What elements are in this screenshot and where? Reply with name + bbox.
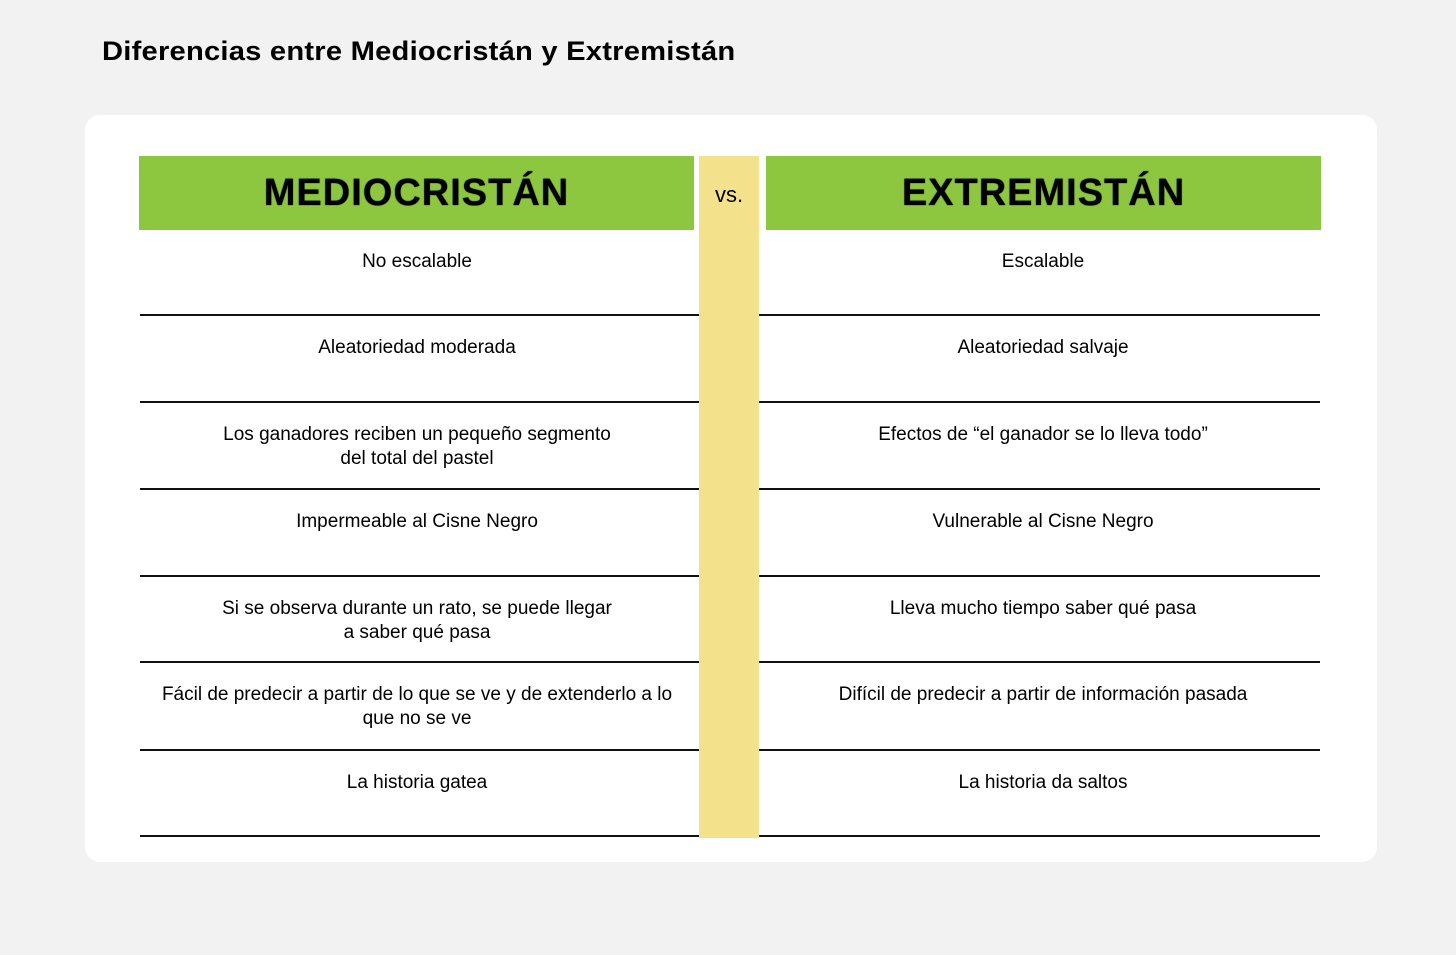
extremistan-cell: Efectos de “el ganador se lo lleva todo” bbox=[878, 424, 1208, 445]
extremistan-cell: Lleva mucho tiempo saber qué pasa bbox=[889, 598, 1197, 619]
extremistan-cell: Difícil de predecir a partir de información pasada bbox=[838, 684, 1248, 705]
mediocristan-cell: Los ganadores reciben un pequeño segmento del total del pastel bbox=[223, 424, 611, 469]
extremistan-cell: Escalable bbox=[1001, 251, 1085, 272]
mediocristan-cell: Si se observa durante un rato, se puede llegar a saber qué pasa bbox=[222, 598, 612, 643]
extremistan-header: EXTREMISTÁN bbox=[766, 156, 1321, 230]
extremistan-cell: Vulnerable al Cisne Negro bbox=[932, 511, 1154, 532]
comparison-card bbox=[85, 115, 1377, 862]
mediocristan-header: MEDIOCRISTÁN bbox=[139, 156, 694, 230]
mediocristan-cell: No escalable bbox=[362, 251, 472, 272]
vs-label: vs. bbox=[714, 182, 744, 207]
extremistan-cell: La historia da saltos bbox=[958, 772, 1128, 793]
mediocristan-cell: Aleatoriedad moderada bbox=[318, 337, 516, 358]
page-title: Diferencias entre Mediocristán y Extremistán bbox=[102, 36, 736, 66]
mediocristan-cell: Fácil de predecir a partir de lo que se ve y de extenderlo a lo que no se ve bbox=[161, 684, 673, 729]
extremistan-cell: Aleatoriedad salvaje bbox=[957, 337, 1129, 358]
mediocristan-cell: Impermeable al Cisne Negro bbox=[296, 511, 538, 532]
mediocristan-cell: La historia gatea bbox=[346, 772, 488, 793]
vs-divider bbox=[699, 156, 759, 838]
